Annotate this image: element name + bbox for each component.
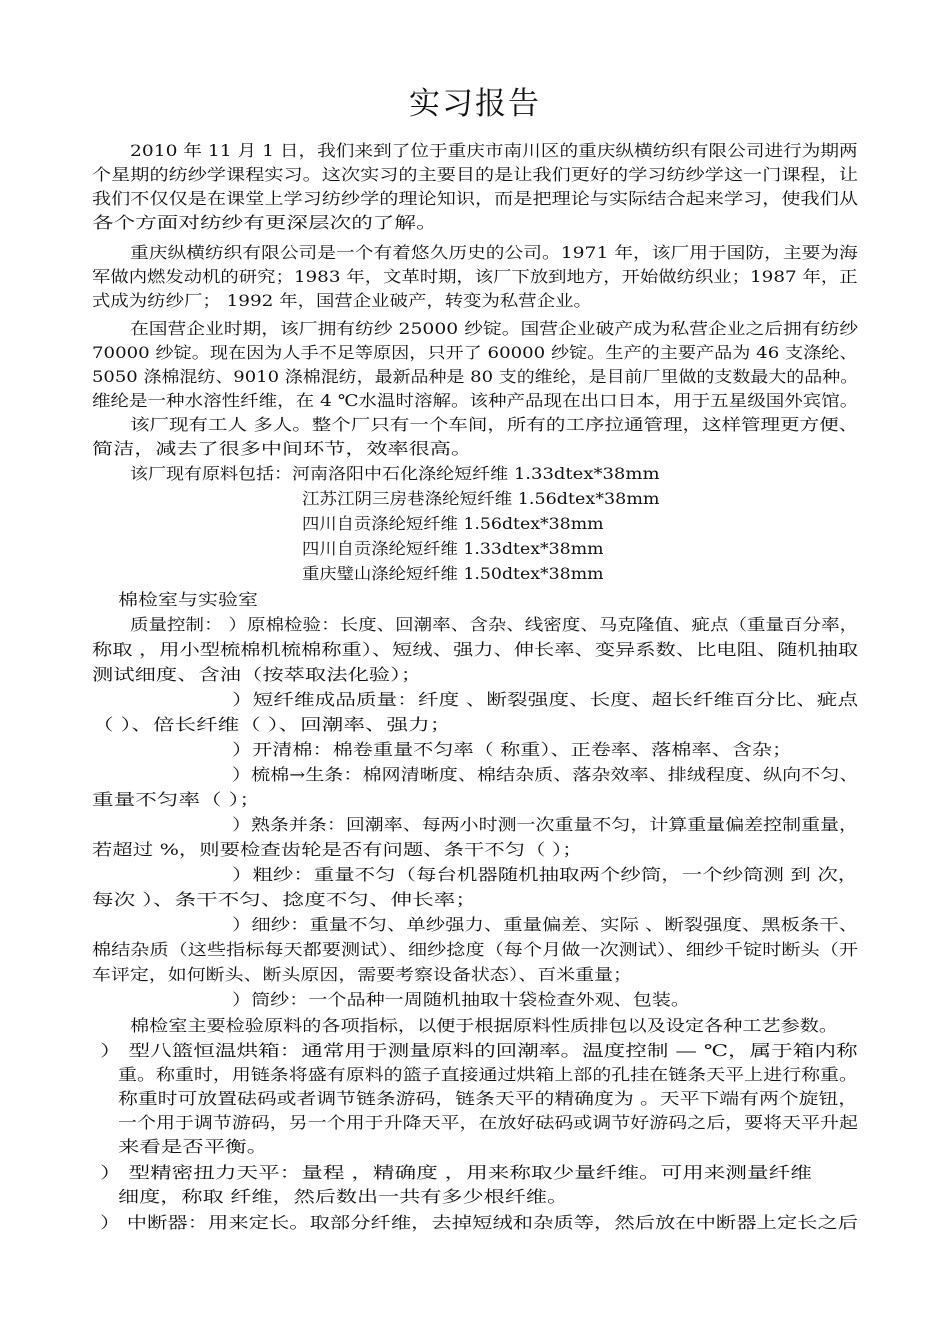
text-line: 棉检室主要检验原料的各项指标，以便于根据原料性质排包以及设定各种工艺参数。 [130, 1016, 839, 1035]
text-line: 称重时可放置砝码或者调节链条游码，链条天平的精确度为 。天平下端有两个旋钮， [118, 1089, 859, 1108]
text-line: 个星期的纺纱学课程实习。这次实习的主要目的是让我们更好的学习纺纱学这一门课程，让 [92, 165, 859, 184]
text-line: 若超过 %，则要检查齿轮是否有问题、条干不匀（ ）； [92, 840, 583, 859]
text-line: 四川自贡涤纶短纤维 1.56dtex*38mm [302, 514, 604, 533]
page-title: 实习报告 [409, 86, 541, 122]
text-line: 我们不仅仅是在课堂上学习纺纱学的理论知识，而是把理论与实际结合起来学习，使我们从 [92, 189, 859, 208]
text-line: 一个用于调节游码，另一个用于升降天平，在放好砝码或调节好游码之后，要将天平升起 [118, 1113, 859, 1132]
text-line: 来看是否平衡。 [118, 1137, 269, 1156]
text-line: 称取 ，用小型梳棉机梳棉称重）、短绒、强力、伸长率、变异系数、比电阻、随机抽取 [92, 640, 859, 659]
text-line: 该厂现有原料包括：河南洛阳中石化涤纶短纤维 1.33dtex*38mm [130, 464, 660, 483]
text-line: 细度，称取 纤维，然后数出一共有多少根纤维。 [118, 1187, 569, 1206]
text-line: ）开清棉：棉卷重量不匀率（ 称重）、正卷率、落棉率、含杂； [232, 740, 793, 759]
text-line: 每次 ）、条干不匀、捻度不匀、伸长率； [92, 890, 477, 909]
text-line: 维纶是一种水溶性纤维，在 4 ℃水温时溶解。该种产品现在出口日本，用于五星级国外宾馆。 [92, 391, 859, 410]
text-line: 四川自贡涤纶短纤维 1.33dtex*38mm [302, 539, 604, 558]
text-line: 各个方面对纺纱有更深层次的了解。 [92, 213, 438, 232]
text-line: ）梳棉→生条：棉网清晰度、棉结杂质、落杂效率、排绒程度、纵向不匀、 [232, 765, 859, 784]
text-line: ）熟条并条：回潮率、每两小时测一次重量不匀，计算重量偏差控制重量， [232, 815, 859, 834]
text-line: 棉结杂质（这些指标每天都要测试）、细纱捻度（每个月做一次测试）、细纱千锭时断头（开 [92, 940, 859, 959]
text-line: （ ）、倍长纤维（ ）、回潮率、强力； [92, 715, 452, 734]
text-line: 重庆璧山涤纶短纤维 1.50dtex*38mm [302, 564, 604, 583]
text-line: ）粗纱：重量不匀（每台机器随机抽取两个纱筒，一个纱筒测 到 次， [232, 865, 859, 884]
text-line: ）细纱：重量不匀、单纱强力、重量偏差、实际 、断裂强度、黑板条干、 [232, 915, 859, 934]
text-line: ）短纤维成品质量：纤度 、断裂强度、长度、超长纤维百分比、疵点 [232, 690, 859, 709]
text-line: 式成为纺纱厂； 1992 年，国营企业破产，转变为私营企业。 [92, 291, 592, 310]
text-line: 车评定，如何断头、断头原因，需要考察设备状态）、百米重量； [92, 965, 633, 984]
text-line: ） 型精密扭力天平：量程 ，精确度 ，用来称取少量纤维。可用来测量纤维 [100, 1163, 812, 1182]
text-line: 该厂现有工人 多人。整个厂只有一个车间，所有的工序拉通管理，这样管理更方便、 [130, 415, 859, 434]
text-line: 军做内燃发动机的研究；1983 年，文革时期，该厂下放到地方，开始做纺织业；1987 年，正 [92, 267, 858, 286]
text-line: 测试细度、含油（按萃取法化验）； [92, 665, 423, 684]
text-line: 5050 涤棉混纺、9010 涤棉混纺，最新品种是 80 支的维纶，是目前厂里做的支数最大的品种。 [92, 367, 859, 386]
text-line: 在国营企业时期，该厂拥有纺纱 25000 纱锭。国营企业破产成为私营企业之后拥有纺纱 [130, 319, 859, 338]
text-line: ） 中断器：用来定长。取部分纤维，去掉短绒和杂质等，然后放在中断器上定长之后 [100, 1213, 859, 1232]
text-line: 重庆纵横纺织有限公司是一个有着悠久历史的公司。1971 年，该厂用于国防，主要为海 [130, 243, 858, 262]
text-line: ）筒纱：一个品种一周随机抽取十袋检查外观、包装。 [232, 990, 691, 1009]
text-line: ） 型八篮恒温烘箱：通常用于测量原料的回潮率。温度控制 — ℃，属于箱内称 [100, 1041, 858, 1060]
text-line: 简洁，减去了很多中间环节，效率很高。 [92, 439, 473, 458]
text-line: 2010 年 11 月 1 日，我们来到了位于重庆市南川区的重庆纵横纺织有限公司进行为期两 [130, 141, 858, 160]
text-line: 70000 纱锭。现在因为人手不足等原因，只开了 60000 纱锭。生产的主要产品为 46 支涤纶、 [92, 343, 858, 362]
text-line: 江苏江阴三房巷涤纶短纤维 1.56dtex*38mm [302, 489, 660, 508]
text-line: 重。称重时，用链条将盛有原料的篮子直接通过烘箱上部的孔挂在链条天平上进行称重。 [118, 1065, 859, 1084]
section-heading: 棉检室与实验室 [118, 590, 259, 609]
text-line: 质量控制： ）原棉检验：长度、回潮率、含杂、线密度、马克隆值、疵点（重量百分率， [130, 615, 859, 634]
text-line: 重量不匀率（ ）； [92, 790, 261, 809]
